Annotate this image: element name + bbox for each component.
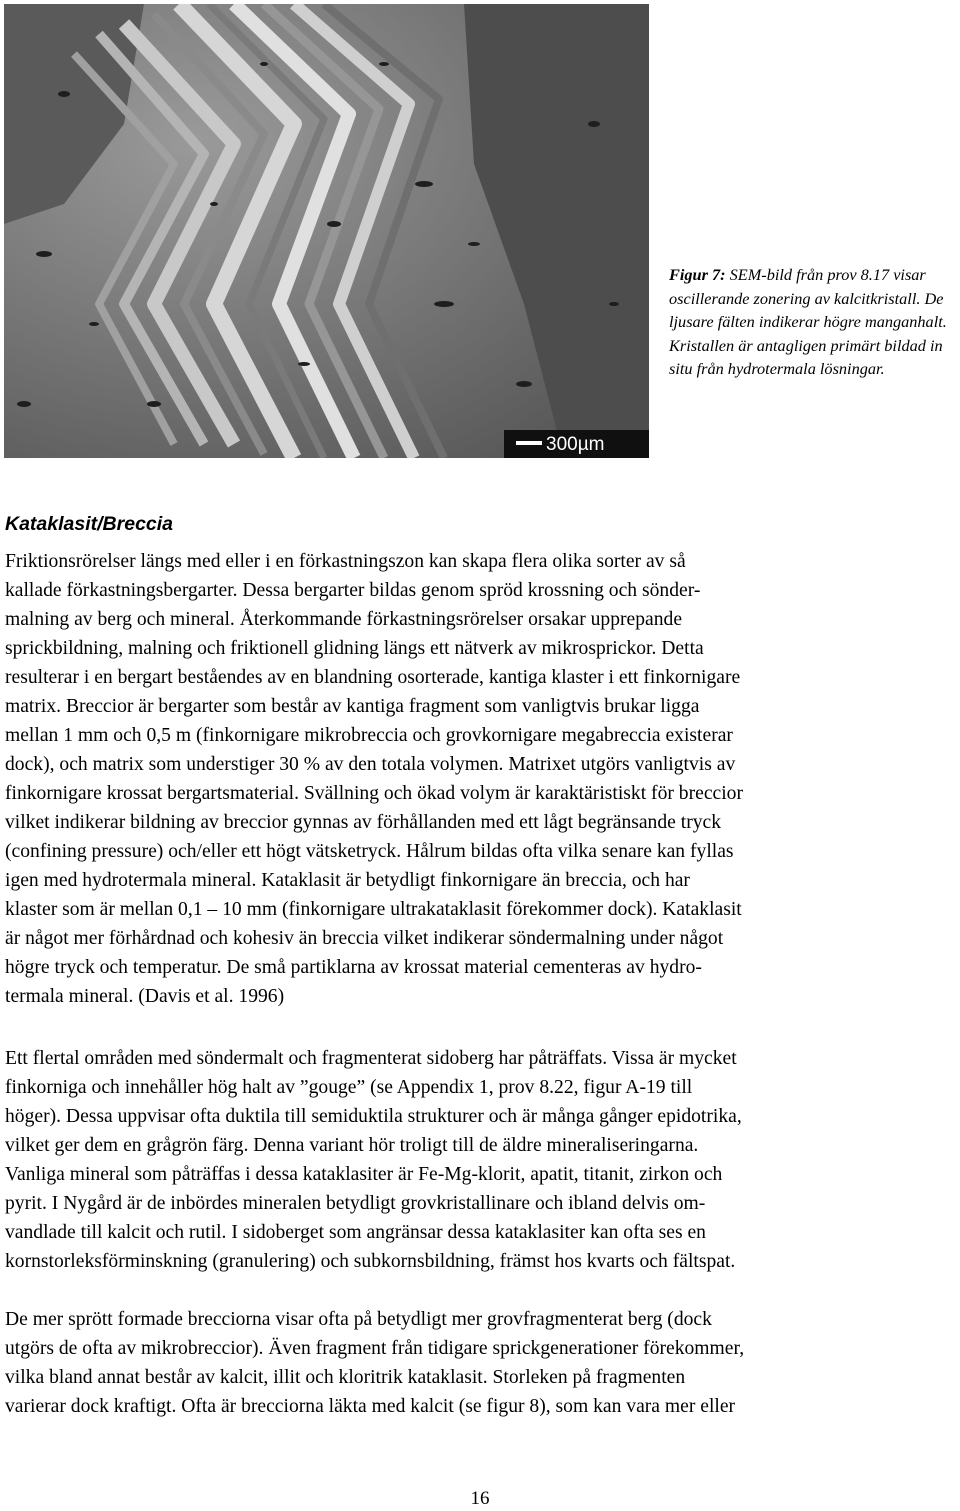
text-line: mellan 1 mm och 0,5 m (finkornigare mikrobreccia och grovkornigare megabreccia existerar [5, 725, 733, 746]
text-line: Vanliga mineral som påträffas i dessa kataklasiter är Fe-Mg-klorit, apatit, titanit, zirkon och [5, 1164, 723, 1185]
figure-caption-text: SEM-bild från prov 8.17 visar oscillerande zonering av kalcitkristall. De ljusare fälten indikerar högre manganhalt. Kristallen är antagligen primärt bildad in situ från hydrotermala lösningar. [669, 265, 947, 378]
text-line: termala mineral. (Davis et al. 1996) [5, 986, 285, 1007]
sem-image-drawing [4, 4, 649, 458]
text-line: resulterar i en bergart beståendes av en blandning osorterade, kantiga klaster i ett finkornigare [5, 667, 741, 688]
text-line: (confining pressure) och/eller ett högt vätsketryck. Hålrum bildas ofta vilka senare kan fyllas [5, 841, 734, 862]
text-line: igen med hydrotermala mineral. Kataklasit är betydligt finkornigare än breccia, och har [5, 870, 690, 891]
text-line: pyrit. I Nygård är de inbördes mineralen betydligt grovkristallinare och ibland delvis om- [5, 1193, 706, 1214]
figure-caption-label: Figur 7: [669, 265, 726, 284]
text-line: finkorniga och innehåller hög halt av ”gouge” (se Appendix 1, prov 8.22, figur A-19 till [5, 1077, 693, 1098]
text-line: Ett flertal områden med söndermalt och fragmenterat sidoberg har påträffats. Vissa är mycket [5, 1048, 737, 1069]
scale-bar-label: 300µm [546, 434, 605, 455]
text-line: dock), och matrix som understiger 30 % av den totala volymen. Matrixet utgörs vanligtvis av [5, 754, 736, 775]
figure-caption [669, 263, 955, 381]
text-line: utgörs de ofta av mikrobreccior). Även fragment från tidigare sprickgenerationer förekommer, [5, 1338, 745, 1359]
text-line: klaster som är mellan 0,1 – 10 mm (finkornigare ultrakataklasit förekommer dock). Kataklasit [5, 899, 742, 920]
text-line: De mer sprött formade brecciorna visar ofta på betydligt mer grovfragmenterat berg (dock [5, 1309, 712, 1330]
paragraph-kataklasit-breccia [5, 547, 957, 1011]
text-line: vilka bland annat består av kalcit, illit och kloritrik kataklasit. Storleken på fragmenten [5, 1367, 686, 1388]
text-line: vandlade till kalcit och rutil. I sidoberget som angränsar dessa kataklasiter kan ofta ses en [5, 1222, 706, 1243]
text-line: sprickbildning, malning och friktionell glidning längs ett nätverk av mikrosprickor. Detta [5, 638, 704, 659]
text-line: kornstorleksförminskning (granulering) och subkornsbildning, främst hos kvarts och fältspat. [5, 1251, 736, 1272]
text-line: kallade förkastningsbergarter. Dessa bergarter bildas genom spröd krossning och sönder- [5, 580, 701, 601]
sem-micrograph [4, 4, 649, 458]
text-line: höger). Dessa uppvisar ofta duktila till semiduktila strukturer och är många gånger epidotrika, [5, 1106, 742, 1127]
text-line: vilket ger dem en grågrön färg. Denna variant hör troligt till de äldre mineraliseringarna. [5, 1135, 699, 1156]
paragraph-omraden [5, 1044, 957, 1276]
text-line: finkornigare krossat bergartsmaterial. Svällning och ökad volym är karaktäristiskt för breccior [5, 783, 743, 804]
text-line: högre tryck och temperatur. De små partiklarna av krossat material cementeras av hydro- [5, 957, 702, 978]
page-number: 16 [470, 1488, 490, 1509]
text-line: varierar dock kraftigt. Ofta är brecciorna läkta med kalcit (se figur 8), som kan vara mer eller [5, 1396, 736, 1417]
text-line: matrix. Breccior är bergarter som består av kantiga fragment som vanligtvis brukar ligga [5, 696, 700, 717]
text-line: vilket indikerar bildning av breccior gynnas av förhållanden med ett lågt begränsande tryck [5, 812, 722, 833]
section-heading: Kataklasit/Breccia [5, 513, 174, 535]
text-line: är något mer förhårdnad och kohesiv än breccia vilket indikerar söndermalning under något [5, 928, 724, 949]
text-line: Friktionsrörelser längs med eller i en förkastningszon kan skapa flera olika sorter av så [5, 551, 686, 572]
text-line: malning av berg och mineral. Återkommande förkastningsrörelser orsakar upprepande [5, 609, 683, 630]
paragraph-breccior [5, 1305, 957, 1421]
